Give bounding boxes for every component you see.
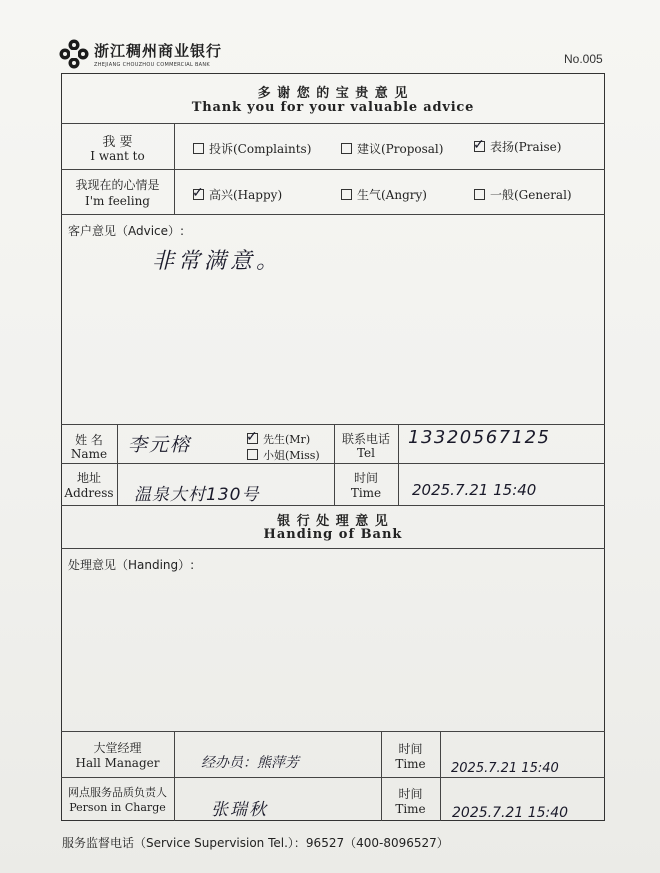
divider bbox=[61, 214, 605, 215]
want-label-en: I want to bbox=[90, 149, 145, 163]
hall-time-value[interactable]: 2025.7.21 15:40 bbox=[451, 761, 559, 776]
divider bbox=[117, 424, 118, 505]
check-mark-icon: ✓ bbox=[192, 185, 204, 201]
miss-option[interactable]: 小姐(Miss) bbox=[247, 447, 320, 463]
form-title-en: Thank you for your valuable advice bbox=[191, 100, 475, 115]
person-time-label-cn: 时间 bbox=[398, 787, 423, 801]
form-title-cn: 多 谢 您 的 宝 贵 意 见 bbox=[257, 86, 409, 101]
name-value[interactable]: 李元榕 bbox=[128, 434, 192, 456]
mr-option[interactable]: ✓ 先生(Mr) bbox=[246, 429, 311, 446]
mr-checkbox[interactable] bbox=[246, 429, 258, 445]
divider bbox=[61, 777, 605, 778]
divider bbox=[61, 463, 605, 464]
divider bbox=[440, 731, 441, 821]
address-label-en: Address bbox=[64, 486, 114, 500]
check-mark-icon: ✓ bbox=[473, 137, 485, 153]
time-label-cn: 时间 bbox=[353, 471, 378, 485]
time-label-en: Time bbox=[350, 486, 382, 500]
divider bbox=[61, 424, 605, 425]
general-checkbox[interactable] bbox=[474, 189, 485, 200]
divider bbox=[61, 731, 605, 732]
bank-logo bbox=[58, 38, 222, 70]
want-praise-option[interactable]: ✓ 表扬(Praise) bbox=[473, 137, 562, 154]
proposal-checkbox[interactable] bbox=[341, 143, 352, 154]
divider bbox=[398, 424, 399, 505]
divider bbox=[61, 505, 605, 506]
angry-checkbox[interactable] bbox=[341, 189, 352, 200]
miss-checkbox[interactable] bbox=[247, 449, 258, 460]
tel-label-cn: 联系电话 bbox=[341, 432, 390, 446]
praise-checkbox[interactable] bbox=[473, 137, 485, 153]
person-in-charge-value[interactable]: 张瑞秋 bbox=[211, 800, 268, 820]
handling-label: 处理意见（Handing）: bbox=[68, 558, 195, 572]
divider bbox=[174, 731, 175, 821]
form-number: No.005 bbox=[564, 52, 603, 66]
name-label-cn: 姓 名 bbox=[75, 433, 103, 447]
bank-name-cn: 浙江稠州商业银行 bbox=[94, 42, 223, 60]
address-value[interactable]: 温泉大村130号 bbox=[134, 485, 260, 505]
bank-section-title-en: Handing of Bank bbox=[263, 527, 403, 542]
want-label-cn: 我 要 bbox=[102, 135, 133, 150]
tel-label-en: Tel bbox=[356, 446, 375, 460]
person-time-label-en: Time bbox=[395, 802, 426, 816]
advice-text[interactable]: 非常满意。 bbox=[152, 249, 283, 274]
person-in-charge-label-cn: 网点服务品质负责人 bbox=[68, 786, 167, 799]
hall-manager-label-cn: 大堂经理 bbox=[93, 741, 142, 755]
bank-name-en: ZHEJIANG CHOUZHOU COMMERCIAL BANK bbox=[94, 62, 211, 68]
want-complaints-option[interactable]: 投诉(Complaints) bbox=[193, 140, 311, 157]
bank-section-title-cn: 银 行 处 理 意 见 bbox=[277, 514, 389, 529]
divider bbox=[61, 123, 605, 124]
feeling-happy-option[interactable]: ✓ 高兴(Happy) bbox=[192, 185, 283, 202]
person-in-charge-label-en: Person in Charge bbox=[69, 801, 166, 814]
happy-checkbox[interactable] bbox=[192, 185, 204, 201]
name-label-en: Name bbox=[70, 447, 108, 461]
divider bbox=[61, 169, 605, 170]
hall-manager-value[interactable]: 经办员：熊萍芳 bbox=[201, 755, 299, 771]
hall-time-label-cn: 时间 bbox=[398, 742, 423, 756]
service-supervision-tel: 服务监督电话（Service Supervision Tel.）：96527（400-8096527） bbox=[62, 836, 449, 850]
check-mark-icon: ✓ bbox=[246, 429, 258, 445]
advice-label: 客户意见（Advice）: bbox=[68, 224, 185, 238]
tel-value[interactable]: 13320567125 bbox=[408, 427, 551, 448]
divider bbox=[174, 123, 175, 214]
person-time-value[interactable]: 2025.7.21 15:40 bbox=[452, 805, 569, 821]
feeling-angry-option[interactable]: 生气(Angry) bbox=[341, 186, 427, 203]
want-proposal-option[interactable]: 建议(Proposal) bbox=[341, 140, 443, 157]
time-value[interactable]: 2025.7.21 15:40 bbox=[412, 481, 537, 499]
hall-time-label-en: Time bbox=[395, 757, 426, 771]
address-label-cn: 地址 bbox=[76, 471, 101, 485]
feeling-label-en: I'm feeling bbox=[85, 194, 150, 208]
bank-emblem-icon bbox=[58, 38, 90, 70]
feeling-label-cn: 我现在的心情是 bbox=[75, 178, 160, 192]
complaints-checkbox[interactable] bbox=[193, 143, 204, 154]
hall-manager-label-en: Hall Manager bbox=[75, 756, 160, 770]
feeling-general-option[interactable]: 一般(General) bbox=[474, 186, 572, 203]
divider bbox=[61, 548, 605, 549]
